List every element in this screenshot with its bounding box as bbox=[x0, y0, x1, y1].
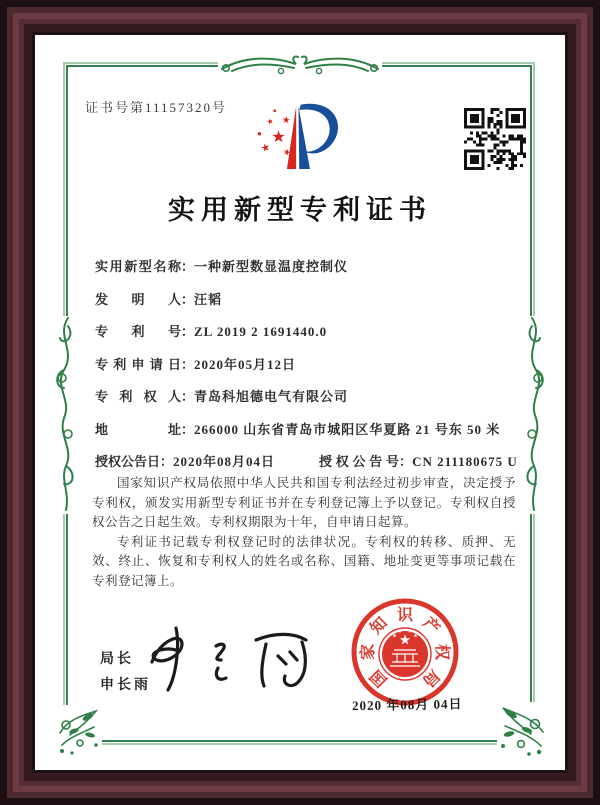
qr-code bbox=[464, 108, 526, 170]
bottom-right-floral-ornament bbox=[497, 702, 549, 760]
top-scroll-ornament bbox=[218, 47, 382, 81]
colon: ： bbox=[181, 389, 195, 404]
colon: ： bbox=[181, 291, 195, 307]
field-label: 专利申请日 bbox=[95, 356, 181, 372]
field-label: 授权公告号 bbox=[319, 454, 400, 469]
field-value: 266000 山东省青岛市城阳区华夏路 21 号东 50 米 bbox=[194, 421, 501, 437]
field-value: 一种新型数显温度控制仪 bbox=[194, 259, 349, 274]
colon: ： bbox=[181, 421, 195, 437]
field-value: 2020年05月12日 bbox=[194, 356, 297, 372]
field-value: 汪韬 bbox=[194, 291, 223, 307]
field-value: 青岛科旭德电气有限公司 bbox=[194, 389, 349, 404]
certificate-title: 实用新型专利证书 bbox=[168, 195, 432, 225]
field-label: 地址 bbox=[95, 421, 181, 437]
field-label: 发明人 bbox=[95, 291, 181, 307]
svg-text:权: 权 bbox=[433, 643, 450, 661]
cnipa-logo-icon bbox=[250, 97, 350, 179]
field-row-address bbox=[95, 419, 515, 437]
colon: ： bbox=[160, 454, 174, 469]
bottom-left-floral-ornament bbox=[54, 705, 102, 759]
field-row-filing-date bbox=[95, 354, 515, 372]
field-label: 专利权人 bbox=[95, 389, 181, 404]
field-value: CN 211180675 U bbox=[412, 454, 518, 469]
field-label: 专利号 bbox=[95, 324, 181, 339]
svg-text:国: 国 bbox=[367, 666, 391, 690]
svg-text:家: 家 bbox=[360, 643, 377, 661]
legal-paragraph-1: 国家知识产权局依照中华人民共和国专利法经过初步审查，决定授予专利权，颁发实用新型专利证书并在专利登记簿上予以登记。专利权自授权公告之日起生效。专利权期限为十年，自申请日起算。 bbox=[92, 476, 516, 529]
field-value: 2020年08月04日 bbox=[173, 454, 276, 469]
svg-text:局: 局 bbox=[419, 666, 443, 690]
field-row-name bbox=[95, 256, 515, 274]
field-row-grant bbox=[95, 451, 518, 469]
legal-paragraph-2: 专利证书记载专利权登记时的法律状况。专利权的转移、质押、无效、终止、恢复和专利权人的姓名或名称、国籍、地址变更等事项记载在专利登记簿上。 bbox=[92, 534, 516, 588]
field-label: 授权公告日 bbox=[95, 454, 161, 469]
colon: ： bbox=[399, 454, 413, 469]
certificate-number: 证书号第11157320号 bbox=[85, 100, 228, 115]
right-flourish-ornament bbox=[518, 316, 550, 514]
field-value: ZL 2019 2 1691440.0 bbox=[194, 324, 328, 339]
signer-title: 局长 bbox=[100, 650, 134, 666]
signature-icon bbox=[130, 618, 325, 698]
signer-name: 申长雨 bbox=[100, 676, 151, 692]
field-row-patent-number bbox=[95, 321, 515, 339]
field-label: 实用新型名称 bbox=[95, 259, 181, 274]
colon: ： bbox=[181, 259, 195, 274]
left-flourish-ornament bbox=[50, 316, 82, 514]
field-list bbox=[95, 256, 518, 469]
field-row-inventor bbox=[95, 289, 515, 307]
field-row-patentee bbox=[95, 386, 515, 404]
legal-text bbox=[92, 474, 516, 591]
svg-text:识: 识 bbox=[396, 607, 414, 624]
seal-date: 2020 年08月 04日 bbox=[351, 696, 463, 714]
svg-text:知: 知 bbox=[367, 614, 391, 638]
colon: ： bbox=[181, 324, 195, 339]
svg-text:产: 产 bbox=[419, 614, 443, 638]
grant-number-pair bbox=[319, 451, 518, 470]
colon: ： bbox=[181, 356, 195, 372]
